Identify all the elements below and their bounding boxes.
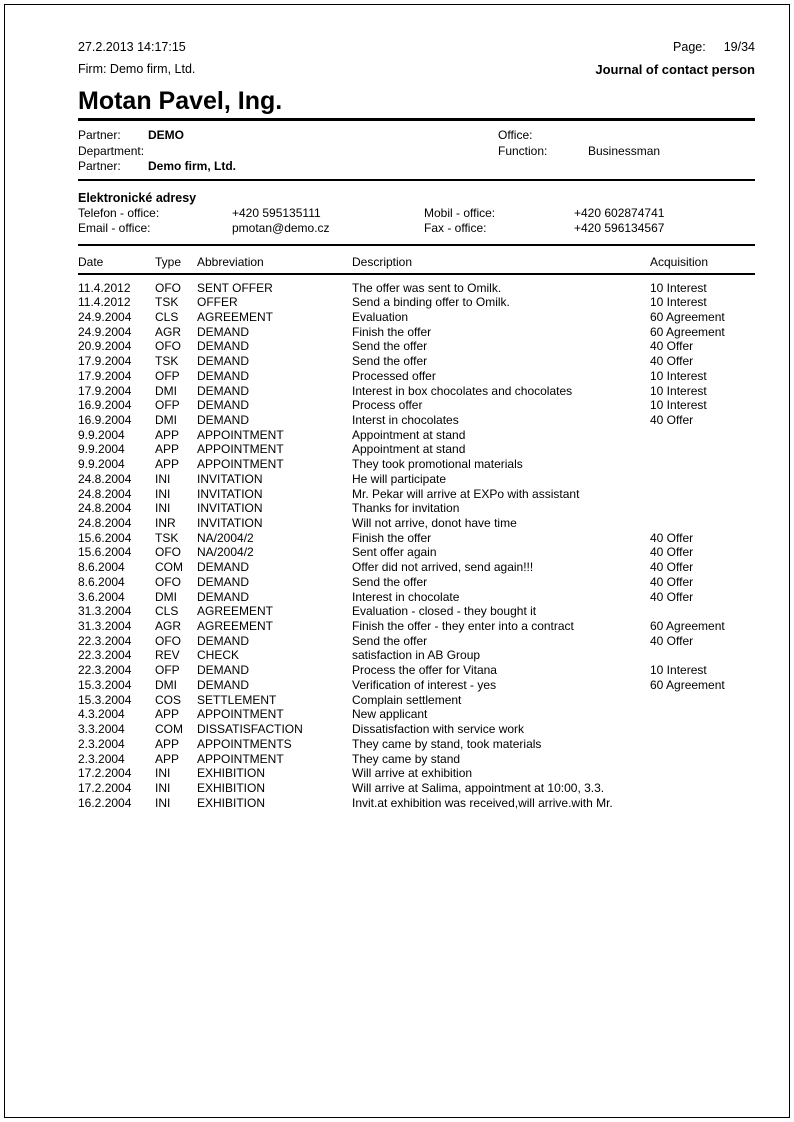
table-row [78,442,755,457]
table-row [78,560,755,575]
cell-type: INI [155,471,171,486]
cell-description: satisfaction in AB Group [352,648,481,663]
table-row [78,781,755,796]
cell-type: OFP [155,398,180,413]
cell-type: APP [155,457,180,472]
cell-abbreviation: OFFER [197,295,238,310]
cell-abbreviation: APPOINTMENT [197,751,284,766]
cell-abbreviation: NA/2004/2 [197,545,254,560]
table-row [78,604,755,619]
table-row [78,310,755,325]
mobil-value: +420 602874741 [574,205,665,220]
table-row [78,369,755,384]
partner-row-2 [78,144,755,160]
cell-type: DMI [155,589,177,604]
cell-description: Finish the offer [352,324,432,339]
cell-abbreviation: DISSATISFACTION [197,722,303,737]
cell-date: 15.6.2004 [78,530,132,545]
cell-abbreviation: INVITATION [197,471,263,486]
cell-date: 17.9.2004 [78,383,132,398]
cell-description: Will arrive at Salima, appointment at 10:00, 3.3. [352,780,605,795]
table-row [78,634,755,649]
cell-type: OFP [155,663,180,678]
email-value: pmotan@demo.cz [232,221,330,235]
cell-description: They took promotional materials [352,457,523,472]
cell-abbreviation: DEMAND [197,589,250,604]
cell-date: 24.8.2004 [78,501,132,516]
cell-abbreviation: AGREEMENT [197,604,274,619]
cell-abbreviation: DEMAND [197,560,250,575]
cell-type: AGR [155,324,182,339]
cell-acquisition: 10 Interest [650,368,707,383]
cell-date: 31.3.2004 [78,604,132,619]
column-header-acquisition: Acquisition [650,254,709,269]
cell-abbreviation: AGREEMENT [197,619,274,634]
cell-type: TSK [155,530,179,545]
cell-date: 24.8.2004 [78,486,132,501]
cell-date: 3.6.2004 [78,589,125,604]
table-row [78,707,755,722]
cell-description: Processed offer [352,368,436,383]
cell-date: 2.3.2004 [78,736,125,751]
page-label: Page: [673,40,706,54]
table-row [78,501,755,516]
cell-description: Thanks for invitation [352,501,460,516]
cell-type: OFO [155,633,181,648]
partner-row-1 [78,128,755,144]
header-left [78,40,195,77]
partner-section [78,128,755,181]
table-row [78,281,755,296]
cell-type: INI [155,486,171,501]
cell-date: 20.9.2004 [78,339,132,354]
cell-date: 22.3.2004 [78,648,132,663]
table-row [78,295,755,310]
table-row [78,472,755,487]
cell-description: New applicant [352,707,428,722]
table-row [78,398,755,413]
cell-description: Appointment at stand [352,442,466,457]
cell-type: TSK [155,295,179,310]
page-indicator [595,40,755,55]
cell-abbreviation: CHECK [197,648,240,663]
cell-description: Mr. Pekar will arrive at EXPo with assistant [352,486,580,501]
cell-date: 17.9.2004 [78,354,132,369]
cell-date: 17.9.2004 [78,368,132,383]
cell-type: COM [155,722,183,737]
cell-acquisition: 60 Agreement [650,619,725,634]
cell-abbreviation: APPOINTMENTS [197,736,292,751]
table-row [78,737,755,752]
cell-description: Process the offer for Vitana [352,663,497,678]
cell-description: Interst in chocolates [352,412,459,427]
cell-date: 24.8.2004 [78,516,132,530]
cell-date: 16.9.2004 [78,412,132,427]
cell-type: COM [155,560,183,575]
cell-description: Will arrive at exhibition [352,766,473,781]
cell-date: 9.9.2004 [78,457,125,472]
cell-description: Invit.at exhibition was received,will arrive.with Mr. [352,795,613,810]
cell-type: REV [155,648,180,663]
cell-acquisition: 10 Interest [650,398,707,413]
cell-description: The offer was sent to Omilk. [352,280,502,295]
cell-abbreviation: APPOINTMENT [197,442,284,457]
cell-abbreviation: EXHIBITION [197,766,266,781]
cell-abbreviation: NA/2004/2 [197,530,254,545]
cell-type: APP [155,707,180,722]
cell-type: APP [155,442,180,457]
cell-type: COS [155,692,182,707]
email-label: Email - office: [78,221,151,235]
cell-date: 15.6.2004 [78,545,132,560]
cell-type: APP [155,736,180,751]
cell-acquisition: 60 Agreement [650,677,725,692]
cell-type: CLS [155,604,179,619]
cell-date: 22.3.2004 [78,663,132,678]
cell-abbreviation: INVITATION [197,486,263,501]
cell-date: 16.2.2004 [78,795,132,810]
cell-type: TSK [155,354,179,369]
cell-acquisition: 40 Offer [650,589,694,604]
cell-description: Interest in chocolate [352,589,460,604]
table-row [78,693,755,708]
table-row [78,648,755,663]
cell-abbreviation: AGREEMENT [197,309,274,324]
function-label: Function: [498,143,548,158]
cell-abbreviation: SETTLEMENT [197,692,277,707]
office-label: Office: [498,128,533,142]
table-row [78,384,755,399]
table-row [78,487,755,502]
cell-date: 2.3.2004 [78,751,125,766]
cell-abbreviation: APPOINTMENT [197,457,284,472]
cell-date: 11.4.2012 [78,280,131,295]
telefon-value: +420 595135111 [232,205,321,220]
cell-type: DMI [155,412,177,427]
cell-abbreviation: DEMAND [197,354,250,369]
cell-description: They came by stand, took materials [352,736,542,751]
header-right [595,40,755,77]
cell-type: OFP [155,368,180,383]
cell-description: Dissatisfaction with service work [352,722,525,737]
cell-abbreviation: DEMAND [197,574,250,589]
cell-abbreviation: DEMAND [197,677,250,692]
cell-date: 17.2.2004 [78,766,132,781]
table-row [78,516,755,531]
cell-description: Send the offer [352,633,428,648]
telefon-label: Telefon - office: [78,205,160,220]
report-title: Journal of contact person [595,62,755,77]
cell-description: Offer did not arrived, send again!!! [352,560,534,575]
cell-type: INI [155,501,171,516]
cell-acquisition: 10 Interest [650,295,707,310]
cell-abbreviation: INVITATION [197,501,263,516]
cell-date: 9.9.2004 [78,442,125,457]
cell-abbreviation: DEMAND [197,398,250,413]
partner-label: Partner: [78,128,121,142]
cell-date: 24.9.2004 [78,324,132,339]
page-content [78,40,755,810]
cell-abbreviation: APPOINTMENT [197,427,284,442]
cell-acquisition: 40 Offer [650,354,694,369]
cell-date: 24.8.2004 [78,471,132,486]
cell-type: INI [155,780,171,795]
cell-description: Send the offer [352,574,428,589]
table-row [78,590,755,605]
cell-abbreviation: DEMAND [197,663,250,678]
cell-date: 4.3.2004 [78,707,125,722]
cell-description: Send the offer [352,354,428,369]
cell-description: Finish the offer [352,530,432,545]
table-row [78,545,755,560]
cell-abbreviation: APPOINTMENT [197,707,284,722]
cell-type: DMI [155,383,177,398]
column-header-description: Description [352,254,413,269]
cell-description: Sent offer again [352,545,437,560]
person-name-title: Motan Pavel, Ing. [78,87,755,121]
cell-type: OFO [155,280,181,295]
cell-date: 8.6.2004 [78,560,125,575]
fax-value: +420 596134567 [574,221,665,235]
table-row [78,457,755,472]
cell-type: INR [155,516,176,530]
cell-date: 31.3.2004 [78,619,132,634]
cell-acquisition: 40 Offer [650,339,694,354]
partner-code-value: DEMO [148,128,184,142]
table-row [78,531,755,546]
cell-description: Verification of interest - yes [352,677,497,692]
cell-description: Finish the offer - they enter into a contract [352,619,574,634]
cell-abbreviation: SENT OFFER [197,280,273,295]
cell-abbreviation: INVITATION [197,516,263,530]
cell-abbreviation: DEMAND [197,339,250,354]
cell-description: Appointment at stand [352,427,466,442]
cell-acquisition: 60 Agreement [650,309,725,324]
fax-label: Fax - office: [424,221,487,235]
cell-description: They came by stand [352,751,461,766]
cell-type: INI [155,766,171,781]
cell-acquisition: 40 Offer [650,574,694,589]
cell-type: OFO [155,574,181,589]
cell-acquisition: 60 Agreement [650,324,725,339]
cell-date: 8.6.2004 [78,574,125,589]
firm-line: Firm: Demo firm, Ltd. [78,62,196,76]
cell-description: Send a binding offer to Omilk. [352,295,510,310]
cell-description: Evaluation [352,309,409,324]
column-header-type: Type [155,254,182,269]
cell-type: APP [155,427,180,442]
cell-description: Send the offer [352,339,428,354]
cell-abbreviation: DEMAND [197,324,250,339]
mobil-label: Mobil - office: [424,205,496,220]
cell-abbreviation: DEMAND [197,383,250,398]
journal-table-header [78,255,755,275]
cell-abbreviation: EXHIBITION [197,795,266,810]
contacts-row-1 [78,206,755,222]
cell-description: He will participate [352,471,447,486]
cell-acquisition: 10 Interest [650,663,707,678]
journal-table-body [78,281,755,811]
cell-description: Complain settlement [352,692,462,707]
cell-description: Will not arrive, donot have time [352,516,517,530]
table-row [78,722,755,737]
cell-date: 11.4.2012 [78,295,131,310]
cell-date: 3.3.2004 [78,722,125,737]
table-row [78,752,755,767]
cell-date: 24.9.2004 [78,309,132,324]
page-header [78,40,755,77]
cell-abbreviation: DEMAND [197,368,250,383]
table-row [78,339,755,354]
table-row [78,678,755,693]
cell-type: CLS [155,309,179,324]
cell-date: 9.9.2004 [78,427,125,442]
cell-abbreviation: EXHIBITION [197,780,266,795]
table-row [78,619,755,634]
electronic-addresses-section [78,190,755,246]
cell-date: 22.3.2004 [78,633,132,648]
function-value: Businessman [588,143,661,158]
cell-date: 16.9.2004 [78,398,132,413]
cell-type: OFO [155,545,181,560]
cell-type: OFO [155,339,181,354]
table-row [78,428,755,443]
table-row [78,663,755,678]
page-number: 19/34 [723,40,755,54]
cell-description: Process offer [352,398,423,413]
cell-acquisition: 10 Interest [650,280,707,295]
column-header-abbreviation: Abbreviation [197,254,264,269]
cell-acquisition: 40 Offer [650,530,694,545]
cell-type: INI [155,795,171,810]
cell-date: 17.2.2004 [78,780,132,795]
cell-acquisition: 40 Offer [650,560,694,575]
cell-acquisition: 40 Offer [650,633,694,648]
cell-description: Evaluation - closed - they bought it [352,604,537,619]
cell-date: 15.3.2004 [78,692,132,707]
contacts-row-2 [78,221,755,237]
cell-acquisition: 40 Offer [650,545,694,560]
partner-row-3 [78,159,755,175]
print-datetime: 27.2.2013 14:17:15 [78,40,186,54]
cell-date: 15.3.2004 [78,677,132,692]
cell-type: APP [155,751,180,766]
cell-acquisition: 10 Interest [650,383,707,398]
table-row [78,796,755,811]
cell-abbreviation: DEMAND [197,633,250,648]
department-label: Department: [78,143,145,158]
table-row [78,766,755,781]
column-header-date: Date [78,254,104,269]
table-row [78,325,755,340]
table-row [78,413,755,428]
electronic-addresses-heading: Elektronické adresy [78,190,197,205]
partner-firm-value: Demo firm, Ltd. [148,159,237,173]
cell-type: AGR [155,619,182,634]
table-row [78,354,755,369]
cell-type: DMI [155,677,177,692]
cell-acquisition: 40 Offer [650,412,694,427]
partner-firm-label: Partner: [78,159,121,173]
table-row [78,575,755,590]
cell-description: Interest in box chocolates and chocolates [352,383,573,398]
cell-abbreviation: DEMAND [197,412,250,427]
